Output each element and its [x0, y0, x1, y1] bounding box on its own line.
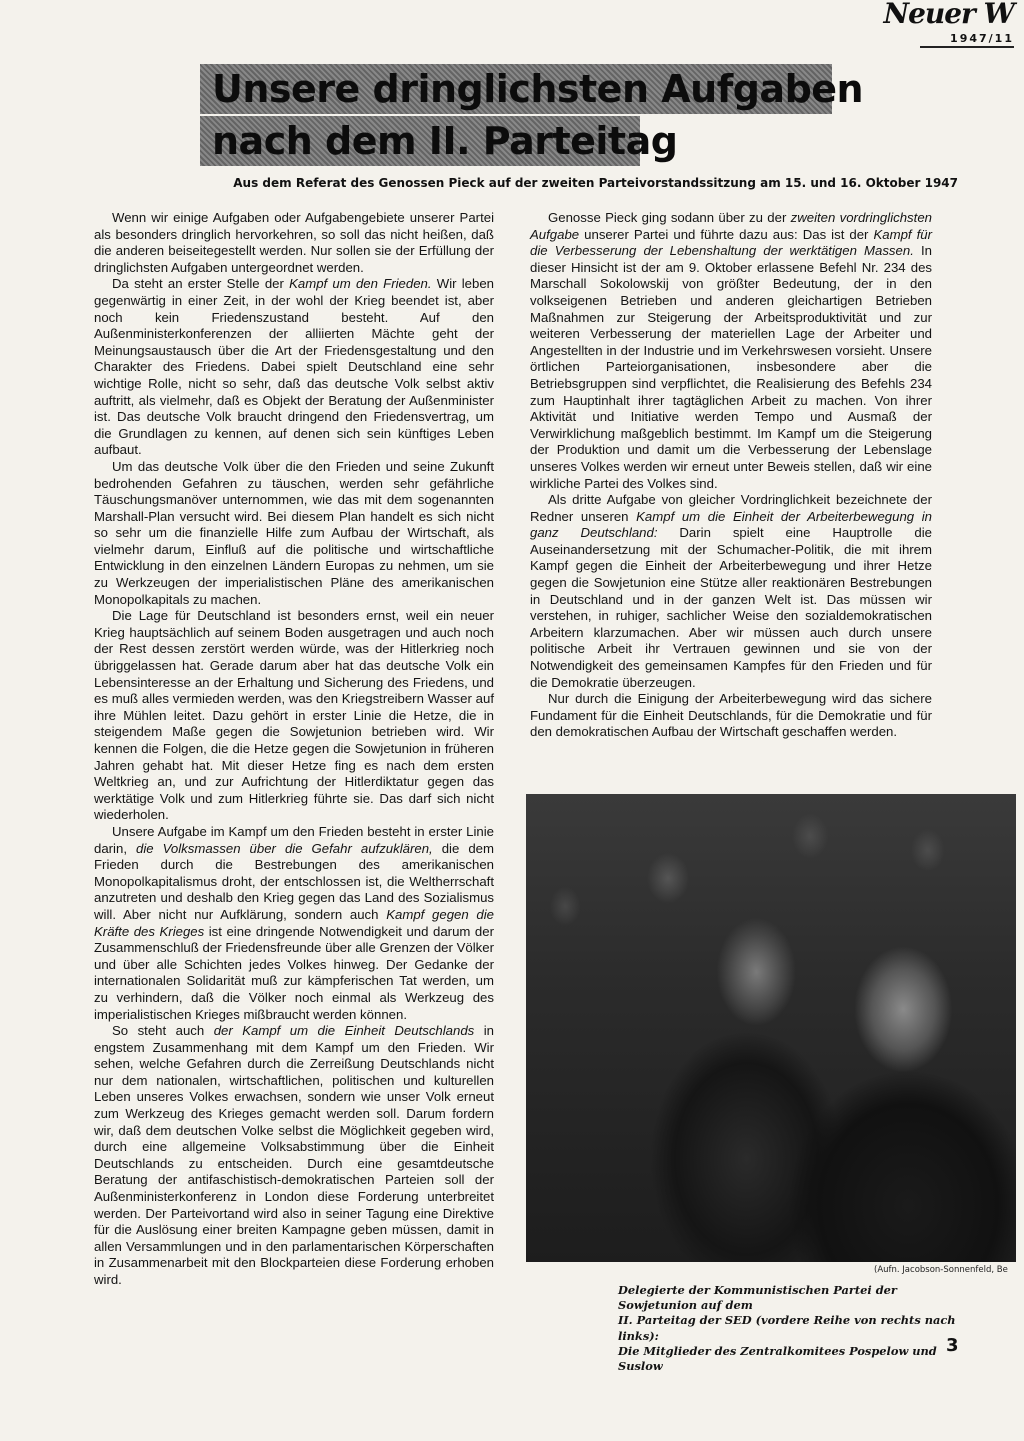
- left-paragraph-1: Wenn wir einige Aufgaben oder Aufgabengebiete unserer Partei als besonders dringlich hervorkehren, so soll das nicht heißen, daß die anderen beiseitegestellt werden. Nur sollen sie der Erfüllung der dringlichsten Aufgaben untergeordnet werden.: [94, 210, 494, 275]
- article-title-line-1: Unsere dringlichsten Aufgaben: [212, 67, 864, 111]
- left-paragraph-4: Die Lage für Deutschland ist besonders ernst, weil ein neuer Krieg hauptsächlich auf seinem Boden ausgetragen und auch noch der Rest dessen zerstört werden würde, was der Hitlerkrieg noch übriggelassen hat. Gerade darum aber hat das deutsche Volk ein Lebensinteresse an der Erhaltung und Sicherung des Friedens, und es muß alles vermieden werden, was den Kriegstreibern Wasser auf ihre Mühlen leitet. Dazu gehört in erster Linie die Hetze, die in steigendem Maße gegen die Sowjetunion betrieben wird. Wir kennen die Folgen, die die Hetze gegen die Sowjetunion in früheren Jahren gehabt hat. Mit dieser Hetze fing es nach dem ersten Weltkrieg an, und zur Aufrichtung der Hitlerdiktatur gegen das werktätige Volk und zum Hitlerkrieg führte sie. Das darf sich nicht wiederholen.: [94, 608, 494, 823]
- left-paragraph-3: Um das deutsche Volk über die den Frieden und seine Zukunft bedrohenden Gefahren zu täuschen, werden sehr gefährliche Täuschungsmanöver unternommen, wie das mit dem sogenannten Marshall-Plan versucht wird. Bei diesem Plan handelt es sich nicht so sehr um die finanzielle Hilfe zum Aufbau der Wirtschaft, als vielmehr darum, Einfluß auf die politische und wirtschaftliche Entwicklung in den einzelnen Ländern Europas zu nehmen, um sie zu Werkzeugen der imperialistischen Pläne des amerikanischen Monopolkapitals zu machen.: [94, 458, 494, 607]
- left-paragraph-2: Da steht an erster Stelle der Kampf um den Frieden. Wir leben gegenwärtig in einer Zeit, in der wohl der Krieg beendet ist, aber noch kein Friedenszustand besteht. Auf den Außenministerkonferenzen der alliierten Mächte geht der Meinungsaustausch über die Art der Friedensgestaltung und den Charakter des Friedens. Dabei spielt Deutschland eine sehr wichtige Rolle, nicht so sehr, daß das deutsche Volk selbst aktiv auftritt, als vielmehr, daß es Objekt der Beratung der Außenminister ist. Das deutsche Volk braucht dringend den Friedensvertrag, um die Grundlagen zu kennen, auf denen sich sein künftiges Leben aufbaut.: [94, 276, 494, 458]
- right-paragraph-3: Nur durch die Einigung der Arbeiterbewegung wird das sichere Fundament für die Einheit Deutschlands, für die Demokratie und für den demokratischen Aufbau der Wirtschaft geschaffen werden.: [530, 691, 932, 740]
- issue-number: 1947/11: [950, 32, 1014, 45]
- photo-caption: Delegierte der Kommunistischen Partei der Sowjetunion auf dem II. Parteitag der SED (vordere Reihe von rechts nach links): Die Mitglieder des Zentralkomitees Pospelow und Suslow: [618, 1283, 956, 1374]
- header-rule: [920, 46, 1014, 48]
- page-number: 3: [946, 1335, 959, 1356]
- right-paragraph-2: Als dritte Aufgabe von gleicher Vordringlichkeit bezeichnete der Redner unseren Kampf um die Einheit der Arbeiterbewegung in ganz Deutschland: Darin spielt eine Hauptrolle die Auseinandersetzung mit der Schumacher-Politik, die mit ihrem Kampf gegen die Einheit der Arbeiterbewegung und ihrer Hetze gegen die Sowjetunion eine Stütze aller reaktionären Bestrebungen in Deutschland und in der ganzen Welt ist. Das müssen wir verstehen, in ruhiger, sachlicher Weise den sozialdemokratischen Arbeitern klarzumachen. Aber wir müssen auch durch unsere politische Arbeit ihr Vertrauen gewinnen und sie von der Notwendigkeit des gemeinsamen Kampfes für den Frieden und für die Demokratie überzeugen.: [530, 492, 932, 690]
- article-title-line-2: nach dem II. Parteitag: [212, 119, 678, 163]
- left-paragraph-5: Unsere Aufgabe im Kampf um den Frieden besteht in erster Linie darin, die Volksmassen über die Gefahr aufzuklären, die dem Frieden durch die Bestrebungen des amerikanischen Monopolkapitalismus droht, der entschlossen ist, die Weltherrschaft anzutreten und deshalb den Krieg gegen das Land des Sozialismus will. Aber nicht nur Aufklärung, sondern auch Kampf gegen die Kräfte des Krieges ist eine dringende Notwendigkeit und darum der Zusammenschluß der Friedensfreunde über alle Grenzen der Völker und über alle Schichten jedes Volkes hinweg. Der Gedanke der internationalen Solidarität muß zur kämpferischen Tat werden, um zu verhindern, daß die Völker noch einmal als Werkzeug des imperialistischen Krieges mißbraucht werden können.: [94, 823, 494, 1022]
- title-band-2: [200, 116, 678, 166]
- delegates-photo: [526, 794, 1016, 1262]
- masthead: Neuer W: [883, 0, 1014, 30]
- title-band-1: [200, 64, 864, 114]
- left-column: [94, 210, 494, 1289]
- right-column: [530, 210, 932, 741]
- photo-credit: (Aufn. Jacobson-Sonnenfeld, Be: [874, 1265, 1008, 1275]
- article-subtitle: Aus dem Referat des Genossen Pieck auf der zweiten Parteivorstandssitzung am 15. und 16. Oktober 1947: [233, 176, 958, 190]
- left-paragraph-6: So steht auch der Kampf um die Einheit Deutschlands in engstem Zusammenhang mit dem Kampf um den Frieden. Wir sehen, welche Gefahren durch die Zerreißung Deutschlands nicht nur dem nationalen, wirtschaftlichen, politischen und kulturellen Leben unseres Volkes erwachsen, sondern wie unser Volk erneut zum Werkzeug des Krieges gemacht werden soll. Darum fordern wir, daß dem deutschen Volke selbst die Möglichkeit gegeben wird, durch eine allgemeine Volksabstimmung über die Einheit Deutschlands zu entscheiden. Durch eine gesamtdeutsche Beratung der antifaschistisch-demokratischen Parteien soll der Außenministerkonferenz in London diese Forderung unterbreitet werden. Der Parteivortand wird also in seiner Tagung eine Direktive für die Auslösung einer breiten Kampagne geben müssen, damit in allen Versammlungen und in den parlamentarischen Körperschaften in Zusammenarbeit mit den Blockparteien diese Forderung erhoben wird.: [94, 1023, 494, 1287]
- right-paragraph-1: Genosse Pieck ging sodann über zu der zweiten vordringlichsten Aufgabe unserer Partei und führte dazu aus: Das ist der Kampf für die Verbesserung der Lebenshaltung der werktätigen Massen. In dieser Hinsicht ist der am 9. Oktober erlassene Befehl Nr. 234 des Marschall Sokolowskij von größter Bedeutung, der in den volkseigenen Betrieben und anderen gleichartigen Betrieben Maßnahmen zur Steigerung der Arbeitsproduktivität und zur weiteren Verbesserung der materiellen Lage der Arbeiter und Angestellten in der Industrie und im Verkehrswesen vorsieht. Unsere örtlichen Parteiorganisationen, insbesondere aber die Betriebsgruppen sind verpflichtet, die Realisierung des Befehls 234 zum Hauptinhalt ihrer tagtäglichen Arbeit zu machen. Von ihrer Aktivität und Initiative werden Tempo und Ausmaß der Verwirklichung maßgeblich bestimmt. Im Kampf um die Steigerung der Produktion und damit um die Verbesserung der Lebenslage unseres Volkes werden wir erneut unter Beweis stellen, daß wir eine wirkliche Partei des Volkes sind.: [530, 210, 933, 491]
